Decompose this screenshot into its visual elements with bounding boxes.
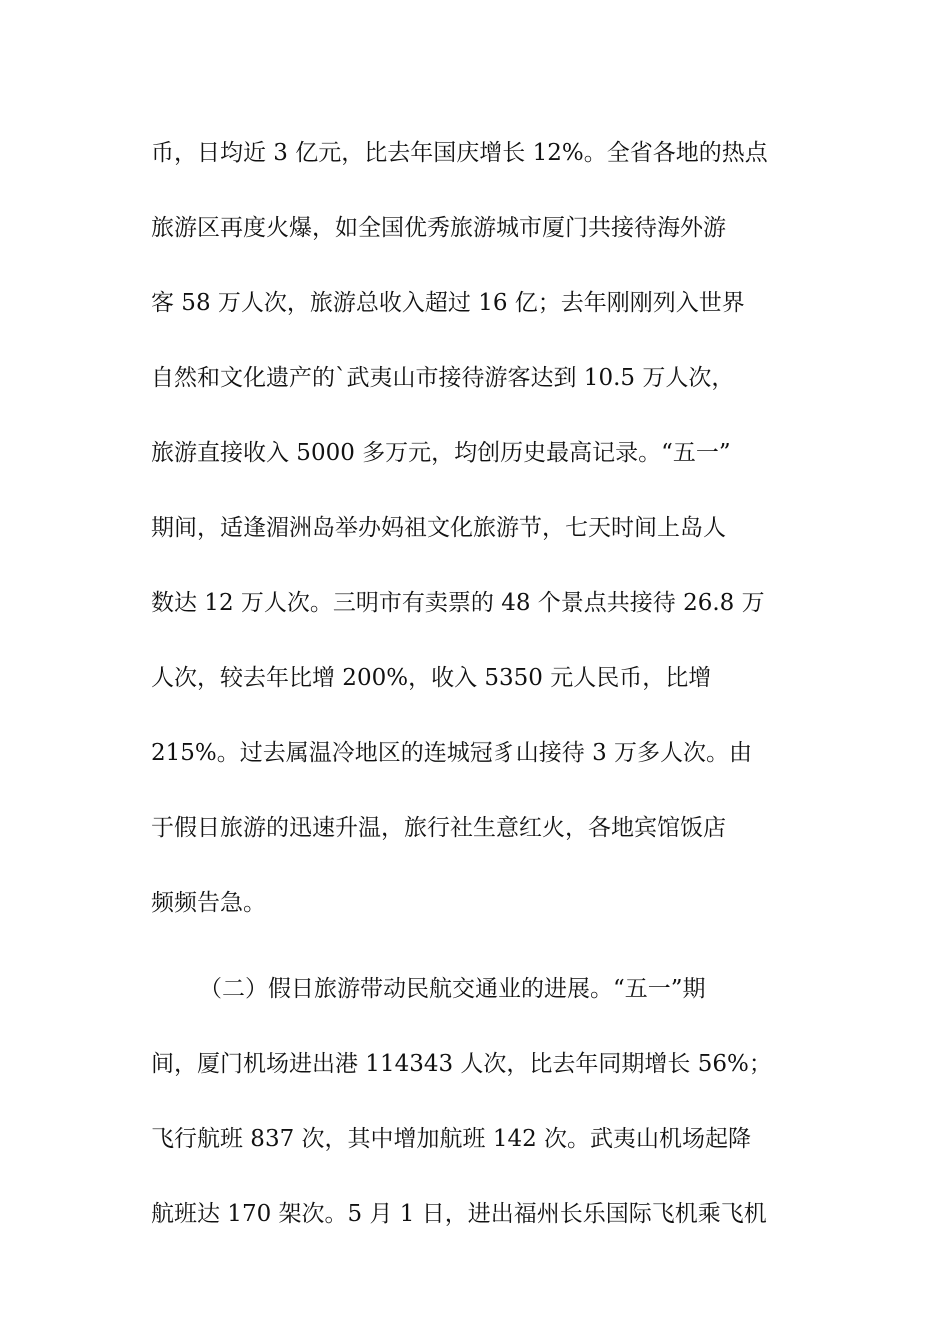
text-line: 币，日均近 3 亿元，比去年国庆增长 12%。全省各地的热点 [151, 140, 768, 166]
text-line: 期间，适逢湄洲岛举办妈祖文化旅游节，七天时间上岛人 [151, 515, 726, 541]
paragraph-gap [151, 953, 811, 964]
text-line: 间，厦门机场进出港 114343 人次，比去年同期增长 56%； [151, 1051, 772, 1077]
body-text [151, 128, 811, 1264]
text-line: 客 58 万人次，旅游总收入超过 16 亿；去年刚刚列入世界 [151, 290, 745, 316]
text-line: 215%。过去属温冷地区的连城冠豸山接待 3 万多人次。由 [151, 740, 753, 766]
text-line: 自然和文化遗产的`武夷山市接待游客达到 10.5 万人次， [151, 365, 735, 391]
paragraph-heading-line: （二）假日旅游带动民航交通业的进展。“五一”期 [199, 976, 706, 1002]
text-line: 数达 12 万人次。三明市有卖票的 48 个景点共接待 26.8 万 [151, 590, 765, 616]
text-line: 人次，较去年比增 200%，收入 5350 元人民币，比增 [151, 665, 712, 691]
text-line: 旅游直接收入 5000 多万元，均创历史最高记录。“五一” [151, 440, 731, 466]
text-line: 频频告急。 [151, 890, 266, 916]
text-line: 旅游区再度火爆，如全国优秀旅游城市厦门共接待海外游 [151, 215, 726, 241]
text-line: 飞行航班 837 次，其中增加航班 142 次。武夷山机场起降 [151, 1126, 752, 1152]
text-line: 于假日旅游的迅速升温，旅行社生意红火，各地宾馆饭店 [151, 815, 726, 841]
text-line: 航班达 170 架次。5 月 1 日，进出福州长乐国际飞机乘飞机 [151, 1201, 767, 1227]
